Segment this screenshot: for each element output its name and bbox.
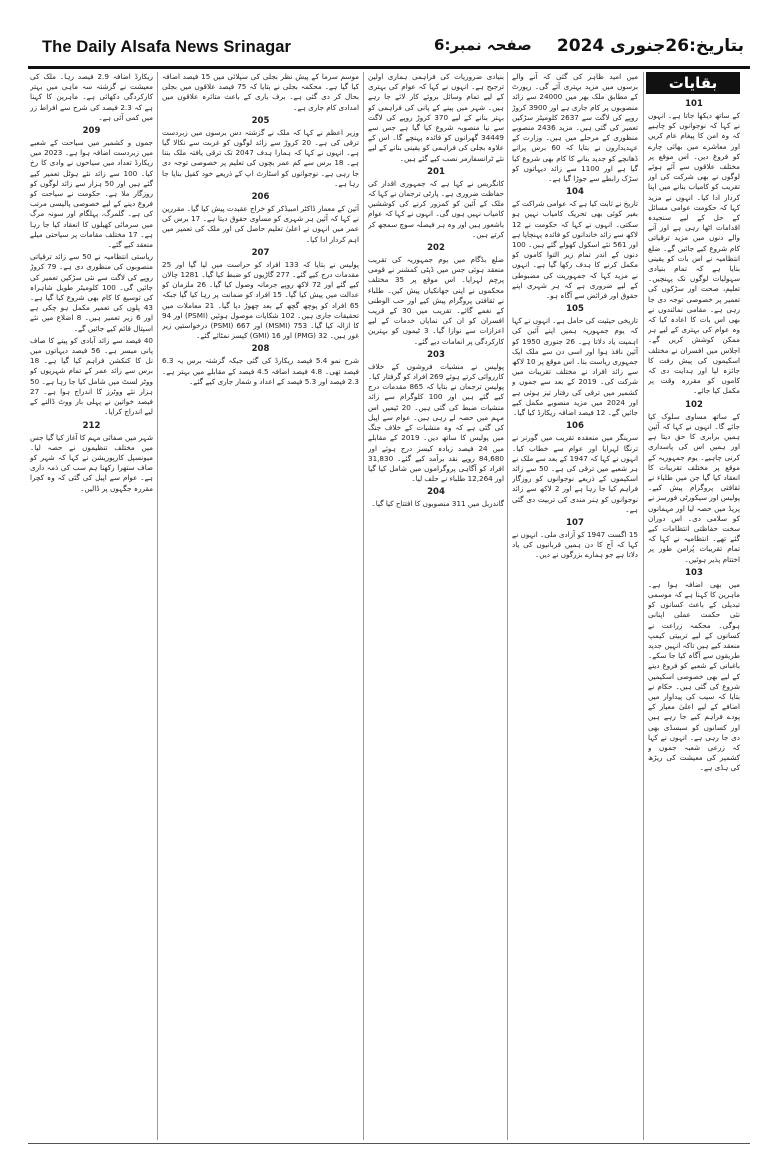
article-number: 207: [251, 247, 270, 258]
column-5: [30, 72, 153, 1140]
article-text: جموں و کشمیر میں سیاحت کے شعبے میں زبردست اضافہ ہوا ہے۔ 2023 میں ریکارڈ تعداد میں سیاحوں نے وادی کا رخ کیا۔ 100 سے زائد نئے ہوٹل تعمیر کیے گئے ہیں اور 50 ہزار سے زائد لوگوں کو روزگار ملا ہے۔ حکومت نے سیاحت کو فروغ دینے کے لیے خصوصی پالیسی مرتب کی ہے۔ گلمرگ، پہلگام اور سونہ مرگ میں سرمائی کھیلوں کا انعقاد کیا جا رہا ہے۔ 17 مختلف مقامات پر سیاحتی میلے منعقد کیے گئے۔: [30, 138, 153, 250]
article-text: پولیس نے منشیات فروشوں کے خلاف کارروائی کرتے ہوئے 269 افراد کو گرفتار کیا۔ پولیس ترجمان نے بتایا کہ 865 مقدمات درج کیے گئے ہیں اور 100 کلوگرام سے زائد منشیات ضبط کی گئی ہیں۔ 20 ٹیمیں اس مہم میں حصہ لے رہی ہیں۔ عوام سے اپیل کی گئی ہے کہ وہ منشیات کے خلاف جنگ میں پولیس کا ساتھ دیں۔ 2019 کے مقابلے میں 24 فیصد زیادہ کیسز درج ہوئے اور 84,680 روپے نقد برآمد کیے گئے۔ 31,830 افراد کو آگاہی پروگراموں میں شامل کیا گیا اور 12,264 طلباء نے حلف لیا۔: [368, 361, 504, 484]
article-text: آئین کے معمار ڈاکٹر امبیڈکر کو خراج عقیدت پیش کیا گیا۔ مقررین نے کہا کہ آئین ہر شہری کو مساوی حقوق دیتا ہے۔ 17 برس کی عمر میں انہوں نے اعلیٰ تعلیم حاصل کی اور ملک کی تعمیر میں اہم کردار ادا کیا۔: [162, 204, 359, 244]
article-text: ضلع بڈگام میں یوم جمہوریہ کی تقریب منعقد ہوئی جس میں ڈپٹی کمشنر نے قومی پرچم لہرایا۔ اس موقع پر 35 مختلف محکموں نے اپنی جھانکیاں پیش کیں۔ طلباء نے ثقافتی پروگرام پیش کیے اور حب الوطنی کے نغمے گائے۔ تقریب میں 30 کے قریب افسران کو ان کی نمایاں خدمات کے لیے اعزازات سے نوازا گیا۔ 3 ٹیموں کو بہترین کارکردگی پر انعامات دیے گئے۔: [368, 255, 504, 346]
article-number: 208: [251, 344, 270, 355]
article-text: شرح نمو 5.4 فیصد ریکارڈ کی گئی جبکہ گزشتہ برس یہ 6.3 فیصد تھی۔ 4.8 فیصد اضافہ 4.5 فیصد کے مقابلے میں بہتر ہے۔ 2.3 فیصد اور 5.3 فیصد کے اعداد و شمار جاری کیے گئے۔: [162, 356, 359, 386]
article-number: 204: [427, 487, 445, 498]
footer-rule: [28, 1143, 750, 1144]
article-text: وزیر اعظم نے کہا کہ ملک نے گزشتہ دس برسوں میں زبردست ترقی کی ہے۔ 20 کروڑ سے زائد لوگوں کو غربت سے نکالا گیا ہے۔ انہوں نے کہا کہ ہمارا ہدف 2047 تک ترقی یافتہ ملک بننا ہے۔ 18 برس سے کم عمر بچوں کی تعلیم پر خصوصی توجہ دی جا رہی ہے۔ نوجوانوں کو اسٹارٹ اپ کے ذریعے خود کفیل بنایا جا رہا ہے۔: [162, 127, 359, 188]
column-divider: [507, 72, 508, 1140]
article-number: 105: [566, 304, 584, 315]
column-4: [162, 72, 359, 1140]
article-number: 209: [82, 126, 101, 137]
section-banner: بقایات: [646, 72, 740, 94]
article-text: 40 فیصد سے زائد آبادی کو پینے کا صاف پانی میسر ہے۔ 56 فیصد دیہاتوں میں نل کا کنکشن فراہم کیا گیا ہے۔ 18 برس سے زائد عمر کے تمام شہریوں کو ووٹر لسٹ میں شامل کیا جا رہا ہے۔ 50 ہزار نئے ووٹرز کا اندراج ہوا ہے۔ 27 فیصد خواتین نے پہلی بار ووٹ ڈالنے کے لیے اندراج کرایا۔: [30, 335, 153, 417]
article-number: 202: [427, 243, 445, 254]
article-number: 201: [427, 166, 445, 177]
article-number: 203: [427, 349, 445, 360]
column-3: [368, 72, 504, 1140]
column-2: [512, 72, 638, 1140]
article-text: ریکارڈ اضافہ 2.9 فیصد رہا۔ ملک کی معیشت نے گزشتہ سہ ماہی میں بہتر کارکردگی دکھائی ہے۔ ماہرین کا کہنا ہے کہ 2.3 فیصد کی شرح سے افراط زر میں کمی آئی ہے۔: [30, 72, 153, 122]
column-1: [648, 98, 740, 1140]
column-divider: [643, 72, 644, 1140]
article-text: گاندربل میں 311 منصوبوں کا افتتاح کیا گیا۔: [371, 499, 504, 509]
article-number: 212: [82, 420, 101, 431]
article-text: میں بھی اضافہ ہوا ہے۔ ماہرین کا کہنا ہے کہ موسمی تبدیلی کے باعث کسانوں کو نئی حکمت عملی اپنانی ہوگی۔ محکمہ زراعت نے کسانوں کے لیے تربیتی کیمپ منعقد کیے ہیں تاکہ انہیں جدید طریقوں سے آگاہ کیا جا سکے۔ باغبانی کے شعبے کو فروغ دینے کے لیے بھی خصوصی اسکیمیں شروع کی گئی ہیں۔ حکام نے بتایا کہ سیب کی پیداوار میں اضافے کے لیے اعلیٰ معیار کے پودے فراہم کیے جا رہے ہیں اور کسانوں کو سبسڈی بھی دی جا رہی ہے۔ انہوں نے کہا کہ زرعی شعبہ جموں و کشمیر کی معیشت کی ریڑھ کی ہڈی ہے۔: [648, 579, 740, 773]
newspaper-title: The Daily Alsafa News Srinagar: [42, 38, 292, 56]
article-text: سرینگر میں منعقدہ تقریب میں گورنر نے ترنگا لہرایا اور عوام سے خطاب کیا۔ انہوں نے کہا کہ 1947 کے بعد سے ملک نے ہر شعبے میں ترقی کی ہے۔ 50 سے زائد اسکیموں کے ذریعے نوجوانوں کو روزگار فراہم کیا جا رہا ہے اور 2 لاکھ سے زائد نوجوانوں کو ہنر مندی کی تربیت دی گئی ہے۔: [512, 433, 638, 514]
masthead: [28, 30, 748, 66]
article-number: 107: [566, 517, 584, 528]
article-text: بنیادی ضروریات کی فراہمی ہماری اولین ترجیح ہے۔ انہوں نے کہا کہ عوام کی بہتری کے لیے تمام وسائل بروئے کار لائے جا رہے ہیں۔ شہر میں پینے کے پانی کی فراہمی کو بہتر بنانے کے لیے 370 کروڑ روپے کی لاگت سے نیا منصوبہ شروع کیا گیا ہے جس سے 34449 گھرانوں کو فائدہ پہنچے گا۔ اس کے علاوہ بجلی کی فراہمی کو یقینی بنانے کے لیے نئے ٹرانسفارمر نصب کیے گئے ہیں۔: [368, 72, 504, 163]
article-text: کے ساتھ دیکھا جاتا ہے۔ انہوں نے کہا کہ نوجوانوں کو چاہیے کہ وہ امن کا پیغام عام کریں اور معاشرے میں بھائی چارے کو فروغ دیں۔ اس موقع پر مختلف علاقوں سے آئے ہوئے لوگوں نے بھی شرکت کی اور تقریب کو کامیاب بنانے میں اپنا کردار ادا کیا۔ انہوں نے مزید کہا کہ حکومت عوامی مسائل کے حل کے لیے سنجیدہ اقدامات اٹھا رہی ہے اور آنے والے دنوں میں مزید ترقیاتی کام شروع کیے جائیں گے۔ ضلع انتظامیہ نے اس بات کو یقینی بنایا ہے کہ تمام بنیادی سہولیات لوگوں تک پہنچیں۔ تعلیم، صحت اور سڑکوں کی تعمیر پر خصوصی توجہ دی جا رہی ہے۔ مقامی نمائندوں نے بھی اس بات کا اعادہ کیا کہ وہ عوام کی بہتری کے لیے ہر ممکن کوشش کریں گے۔ اجلاس میں افسران نے مختلف اسکیموں کی پیش رفت کا جائزہ لیا اور ہدایت دی کہ کاموں کو مقررہ وقت پر مکمل کیا جائے۔: [648, 111, 740, 396]
article-text: پولیس نے بتایا کہ 133 افراد کو حراست میں لیا گیا اور 25 مقدمات درج کیے گئے۔ 277 گاڑیوں کو ضبط کیا گیا۔ 1281 چالان کیے گئے اور 72 لاکھ روپے جرمانہ وصول کیا گیا۔ 26 ملزمان کو عدالت میں پیش کیا گیا۔ 15 افراد کو ضمانت پر رہا کیا گیا جبکہ 65 افراد کو پوچھ گچھ کے بعد چھوڑ دیا گیا۔ 21 معاملات میں تحقیقات جاری ہیں۔ 102 شکایات موصول ہوئیں (PSMI) اور 94 کا ازالہ کیا گیا۔ 753 (MSMI) اور 667 (PSMI) درخواستیں زیر غور ہیں۔ 32 (PMG) اور 16 (GMI) کیسز نمٹائے گئے۔: [162, 259, 359, 341]
article-number: 206: [251, 192, 270, 203]
page-number-label: صفحہ نمبر:6: [434, 36, 532, 54]
article-text: ریاستی انتظامیہ نے 50 سے زائد ترقیاتی منصوبوں کی منظوری دی ہے۔ 79 کروڑ روپے کی لاگت سے نئی سڑکیں تعمیر کی جائیں گی۔ 100 کلومیٹر طویل شاہراہ کی توسیع کا کام بھی شروع کیا گیا ہے۔ 43 پلوں کی تعمیر مکمل ہو چکی ہے اور 6 زیر تعمیر ہیں۔ 8 اضلاع میں نئے اسپتال قائم کیے جائیں گے۔: [30, 252, 153, 333]
article-text: تاریخ نے ثابت کیا ہے کہ عوامی شراکت کے بغیر کوئی بھی تحریک کامیاب نہیں ہو سکتی۔ انہوں نے کہا کہ حکومت نے 12 لاکھ سے زائد خاندانوں کو فائدہ پہنچایا ہے اور 561 نئے اسکول کھولے گئے ہیں۔ 100 دنوں کے اندر تمام زیر التوا کاموں کو مکمل کرنے کا ہدف رکھا گیا ہے۔ انہوں نے مزید کہا کہ جمہوریت کی مضبوطی کے لیے ضروری ہے کہ ہر شہری اپنے حقوق اور فرائض سے آگاہ ہو۔: [512, 199, 638, 301]
article-text: کانگریس نے کہا ہے کہ جمہوری اقدار کی حفاظت ضروری ہے۔ پارٹی ترجمان نے کہا کہ ملک کے آئین کو کمزور کرنے کی کوششیں کامیاب نہیں ہوں گی۔ انہوں نے کہا کہ عوام باشعور ہیں اور وہ ہر فیصلہ سوچ سمجھ کر کرتے ہیں۔: [368, 178, 504, 239]
date-label: بتاریخ:26جنوری 2024: [556, 36, 744, 56]
column-divider: [157, 72, 158, 1140]
masthead-rule: [28, 66, 750, 69]
article-text: موسم سرما کے پیش نظر بجلی کی سپلائی میں 15 فیصد اضافہ کیا گیا ہے۔ محکمہ بجلی نے بتایا کہ 75 فیصد علاقوں میں بجلی بحال کر دی گئی ہے۔ برف باری کے باعث متاثرہ علاقوں میں امدادی کام جاری ہے۔: [162, 72, 359, 112]
article-number: 101: [685, 99, 703, 109]
article-number: 106: [566, 421, 584, 432]
article-number: 102: [685, 399, 703, 410]
article-text: شہر میں صفائی مہم کا آغاز کیا گیا جس میں مختلف تنظیموں نے حصہ لیا۔ میونسپل کارپوریشن نے کہا کہ شہر کو صاف ستھرا رکھنا ہم سب کی ذمہ داری ہے۔ عوام سے اپیل کی گئی کہ وہ کچرا مقررہ جگہوں پر ڈالیں۔: [30, 432, 153, 493]
article-text: 15 اگست 1947 کو آزادی ملی۔ انہوں نے کہا کہ آج کا دن ہمیں قربانیوں کی یاد دلاتا ہے جو ہمارے بزرگوں نے دیں۔: [512, 529, 638, 560]
article-text: میں امید ظاہر کی گئی کہ آنے والے برسوں میں مزید بہتری آئے گی۔ رپورٹ کے مطابق ملک بھر میں 24000 سے زائد منصوبوں پر کام جاری ہے اور 3900 کروڑ روپے کی لاگت سے 2637 کلومیٹر سڑکیں تعمیر کی گئی ہیں۔ مزید 2436 منصوبے منظوری کے مرحلے میں ہیں۔ وزارت کے عہدیداروں نے بتایا کہ 60 برس پرانے ڈھانچے کو جدید بنانے کا کام بھی شروع کیا گیا ہے اور 1100 سے زائد دیہاتوں کو سڑک رابطے سے جوڑا گیا ہے۔: [512, 72, 638, 184]
article-text: تاریخی حیثیت کی حامل ہے۔ انہوں نے کہا کہ یوم جمہوریہ ہمیں اپنے آئین کی اہمیت یاد دلاتا ہے۔ 26 جنوری 1950 کو آئین نافذ ہوا اور اسی دن سے ملک ایک جمہوری ریاست بنا۔ اس موقع پر 10 لاکھ سے زائد افراد نے مختلف تقریبات میں شرکت کی۔ 2019 کے بعد سے جموں و کشمیر میں ترقی کی رفتار تیز ہوئی ہے اور 2024 میں مزید منصوبے مکمل کیے جائیں گے۔ 12 فیصد اضافہ ریکارڈ کیا گیا۔: [512, 316, 638, 418]
article-text: کے ساتھ مساوی سلوک کیا جائے گا۔ انہوں نے کہا کہ آئین ہمیں برابری کا حق دیتا ہے اور ہمیں اس کی پاسداری کرنی چاہیے۔ یوم جمہوریہ کے موقع پر مختلف تقریبات کا انعقاد کیا گیا جن میں طلباء نے ثقافتی پروگرام پیش کیے۔ پولیس اور سیکورٹی فورسز نے پریڈ میں حصہ لیا اور مہمانوں کو سلامی دی۔ اس دوران سخت حفاظتی انتظامات کیے گئے تھے۔ انتظامیہ نے کہا کہ تمام تقریبات پُرامن طور پر اختتام پذیر ہوئیں۔: [648, 411, 740, 564]
column-divider: [363, 72, 364, 1140]
article-number: 103: [685, 567, 703, 578]
article-number: 205: [251, 115, 270, 126]
article-number: 104: [566, 187, 584, 198]
